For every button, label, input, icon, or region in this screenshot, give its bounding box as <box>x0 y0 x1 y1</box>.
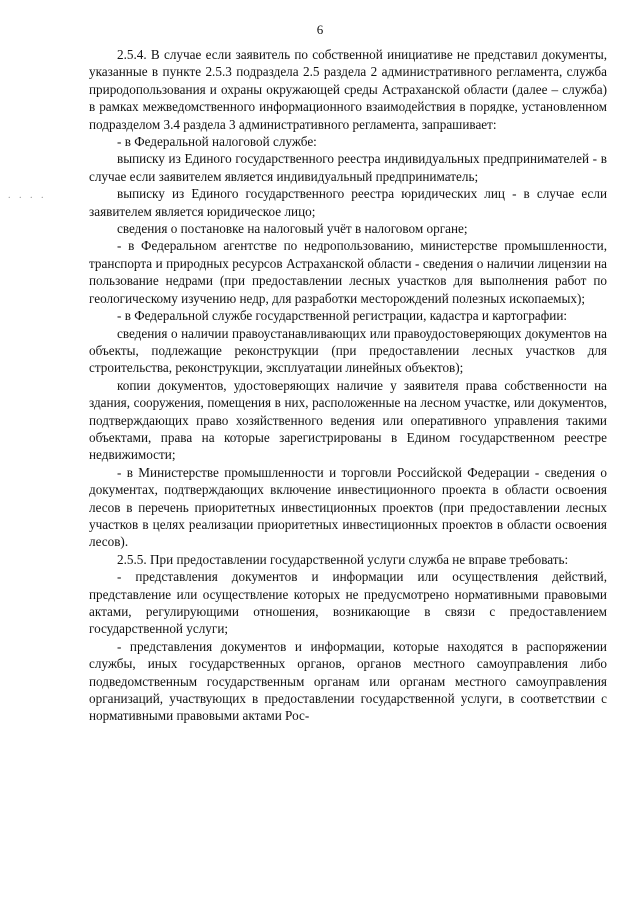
paragraph-egrul-extract: выписку из Единого государственного реестра юридических лиц - в случае если заявителем является юридическое лицо; <box>89 186 607 219</box>
document-body <box>89 46 607 725</box>
paragraph-not-required-documents: - представления документов и информации, которые находятся в распоряжении службы, иных государственных органов, органов местного самоуправления либо подведомственным государственным органам или органам местного самоуправления организаций, участвующих в предоставлении государственной услуги, в соответствии с нормативными правовыми актами Рос- <box>89 638 607 724</box>
page-number: 6 <box>316 22 324 37</box>
paragraph-not-required-actions: - представления документов и информации или осуществления действий, представление или осуществление которых не предусмотрено нормативными правовыми актами, регулирующими отношения, возникающие в связи с предоставлением государственной услуги; <box>89 569 607 637</box>
paragraph-fns-header: - в Федеральной налоговой службе: <box>117 134 317 150</box>
paragraph-ownership-copies: копии документов, удостоверяющих наличие у заявителя права собственности на здания, сооружения, помещения в них, расположенные на лесном участке, или документов, подтверждающих право хозяйственного ведения или оперативного управления такими объектами, права на которые зарегистрированы в Едином государственном реестре недвижимости; <box>89 377 607 463</box>
margin-scan-marks: . . . . <box>8 190 47 201</box>
paragraph-subsoil-agency: - в Федеральном агентстве по недропользованию, министерстве промышленности, транспорта и природных ресурсов Астраханской области - сведения о наличии лицензии на пользование недрами (при предоставлении лесных участков для выполнения работ по геологическому изучению недр, для разработки месторождений полезных ископаемых); <box>89 238 607 306</box>
paragraph-minpromtorg: - в Министерстве промышленности и торговли Российской Федерации - сведения о документах, подтверждающих включение инвестиционного проекта в области освоения лесов в перечень приоритетных инвестиционных проектов (при предоставлении лесных участков в целях реализации приоритетных инвестиционных проектов в области освоения лесов). <box>89 464 607 550</box>
paragraph-egrip-extract: выписку из Единого государственного реестра индивидуальных предпринимателей - в случае если заявителем является индивидуальный предприниматель; <box>89 151 607 184</box>
paragraph-2-5-5: 2.5.5. При предоставлении государственной услуги служба не вправе требовать: <box>117 551 569 567</box>
paragraph-rosreestr-header: - в Федеральной службе государственной регистрации, кадастра и картографии: <box>117 308 568 324</box>
paragraph-title-documents: сведения о наличии правоустанавливающих или правоудостоверяющих документов на объекты, подлежащие реконструкции (при предоставлении лесных участков для строительства, реконструкции, эксплуатации линейных объектов); <box>89 325 607 376</box>
paragraph-2-5-4: 2.5.4. В случае если заявитель по собственной инициативе не представил документы, указанные в пункте 2.5.3 подраздела 2.5 раздела 2 административного регламента, служба природопользования и охраны окружающей среды Астраханской области (далее – служба) в рамках межведомственного информационного взаимодействия в порядке, установленном подразделом 3.4 раздела 3 административного регламента, запрашивает: <box>89 47 607 132</box>
paragraph-tax-registration: сведения о постановке на налоговый учёт в налоговом органе; <box>117 221 468 237</box>
